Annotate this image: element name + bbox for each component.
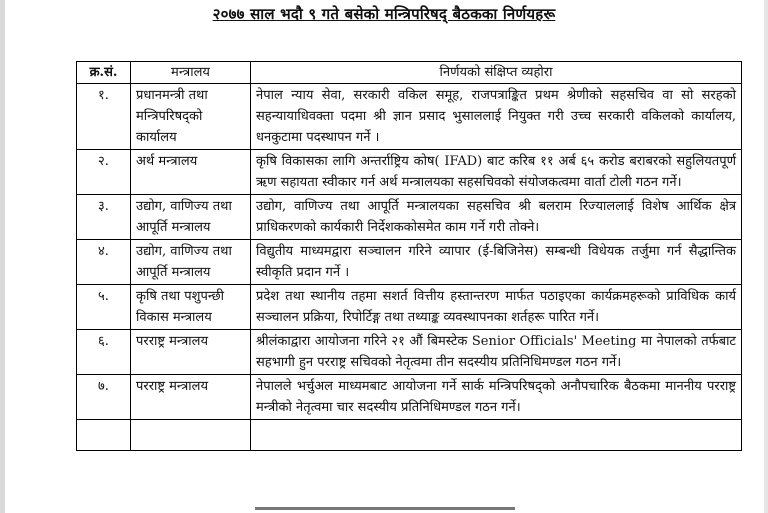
table-row	[77, 84, 742, 150]
row-decision: नेपालले भर्चुअल माध्यमबाट आयोजना गर्ने सार्क मन्त्रिपरिषद्को अनौपचारिक बैठकमा माननीय परराष्ट्र मन्त्रीको नेतृत्वमा चार सदस्यीय प्रतिनिधिमण्डल गठन गर्ने।	[251, 375, 742, 420]
row-decision: उद्योग, वाणिज्य तथा आपूर्ति मन्त्रालयका सहसचिव श्री बलराम रिज्याललाई विशेष आर्थिक क्षेत्र प्राधिकरणको कार्यकारी निर्देशककोसमेत काम गर्ने गरी तोक्ने।	[251, 195, 742, 240]
row-number: २.	[77, 150, 131, 195]
header-ministry: मन्त्रालय	[131, 62, 251, 84]
row-number-partial	[77, 420, 131, 451]
decisions-table	[76, 61, 742, 451]
row-number: ६.	[77, 330, 131, 375]
row-ministry: अर्थ मन्त्रालय	[131, 150, 251, 195]
table-row	[77, 240, 742, 285]
table-row	[77, 195, 742, 240]
table-row	[77, 330, 742, 375]
row-decision-partial	[251, 420, 742, 451]
row-decision: विद्युतीय माध्यमद्वारा सञ्चालन गरिने व्यापार (ई-बिजिनेस) सम्बन्धी विधेयक तर्जुमा गर्न सैद्धान्तिक स्वीकृति प्रदान गर्ने ।	[251, 240, 742, 285]
row-number: ७.	[77, 375, 131, 420]
row-decision: कृषि विकासका लागि अन्तर्राष्ट्रिय कोष( IFAD) बाट करिब ११ अर्ब ६५ करोड बराबरको सहुलियतपूर्ण ऋण सहायता स्वीकार गर्न अर्थ मन्त्रालयका सहसचिवको संयोजकत्वमा वार्ता टोली गठन गर्ने।	[251, 150, 742, 195]
row-ministry: उद्योग, वाणिज्य तथा आपूर्ति मन्त्रालय	[131, 240, 251, 285]
row-number: १.	[77, 84, 131, 150]
row-ministry-partial	[131, 420, 251, 451]
row-decision: श्रीलंकाद्वारा आयोजना गरिने २१ औं बिमस्टेक Senior Officials' Meeting मा नेपालको तर्फबाट सहभागी हुन परराष्ट्र सचिवको नेतृत्वमा तीन सदस्यीय प्रतिनिधिमण्डल गठन गर्ने।	[251, 330, 742, 375]
row-number: ४.	[77, 240, 131, 285]
page-right-edge	[764, 0, 768, 513]
page-left-edge	[0, 0, 5, 513]
row-number: ५.	[77, 285, 131, 330]
row-ministry: प्रधानमन्त्री तथा मन्त्रिपरिषद्को कार्यालय	[131, 84, 251, 150]
table-row	[77, 375, 742, 420]
scrollbar-thumb[interactable]	[255, 507, 515, 510]
table-row	[77, 285, 742, 330]
table-row	[77, 150, 742, 195]
row-decision: प्रदेश तथा स्थानीय तहमा सशर्त वित्तीय हस्तान्तरण मार्फत पठाइएका कार्यक्रमहरूको प्राविधिक कार्य सञ्चालन प्रक्रिया, रिपोर्टिङ्ग तथा तथ्याङ्क व्यवस्थापनका शर्तहरू पारित गर्ने।	[251, 285, 742, 330]
table-row-partial	[77, 420, 742, 451]
row-ministry: परराष्ट्र मन्त्रालय	[131, 375, 251, 420]
page-title: २०७७ साल भदौ ९ गते बसेको मन्त्रिपरिषद् बैठकका निर्णयहरू	[212, 5, 556, 23]
header-serial-number: क्र.सं.	[77, 62, 131, 84]
header-decision: निर्णयको संक्षिप्त व्यहोरा	[251, 62, 742, 84]
table-header-row	[77, 62, 742, 84]
row-ministry: उद्योग, वाणिज्य तथा आपूर्ति मन्त्रालय	[131, 195, 251, 240]
row-decision: नेपाल न्याय सेवा, सरकारी वकिल समूह, राजपत्राङ्कित प्रथम श्रेणीको सहसचिव वा सो सरहको सहन्यायाधिवक्ता पदमा श्री ज्ञान प्रसाद भुसाललाई नियुक्त गरी उच्च सरकारी वकिलको कार्यालय, धनकुटामा पदस्थापन गर्ने ।	[251, 84, 742, 150]
row-ministry: कृषि तथा पशुपन्छी विकास मन्त्रालय	[131, 285, 251, 330]
row-number: ३.	[77, 195, 131, 240]
row-ministry: परराष्ट्र मन्त्रालय	[131, 330, 251, 375]
